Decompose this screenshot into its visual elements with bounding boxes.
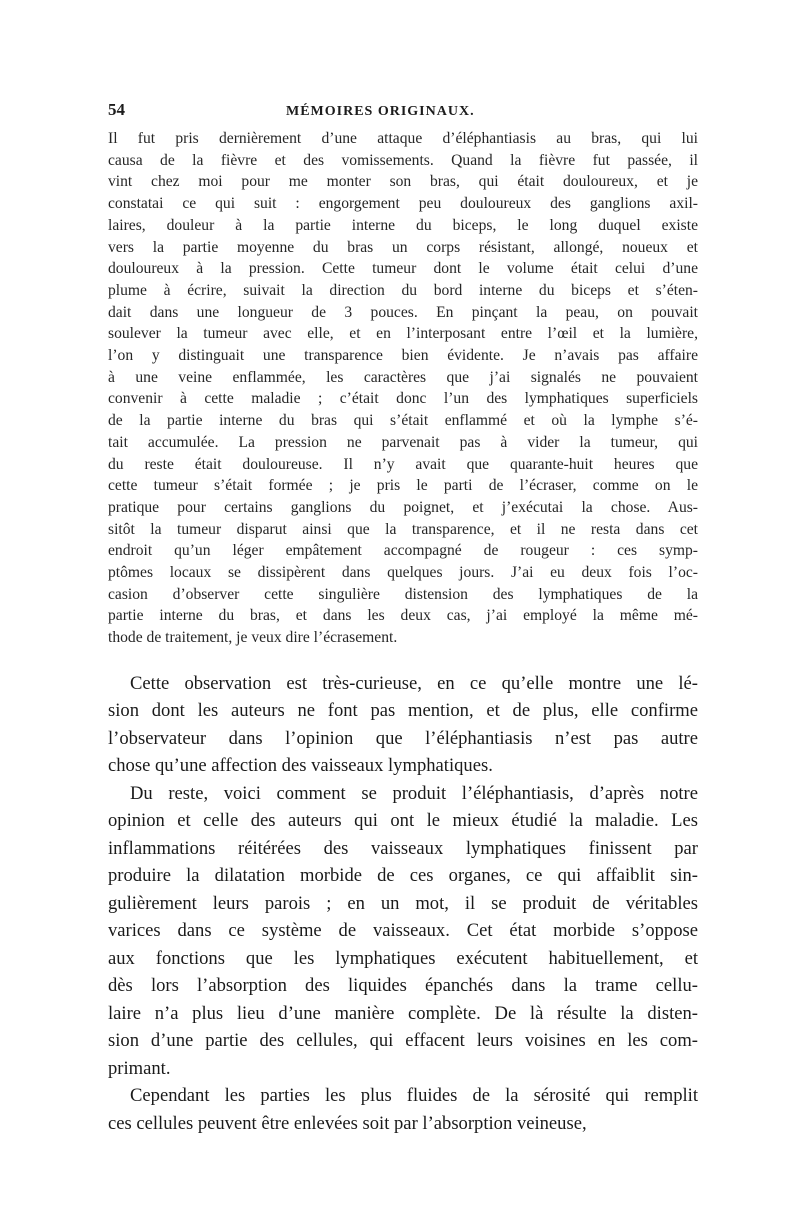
text-line: thode de traitement, je veux dire l’écrasement. xyxy=(108,629,398,647)
text-line: ptômes locaux se dissipèrent dans quelques jours. J’ai eu deux fois l’oc- xyxy=(108,564,698,582)
text-line: partie interne du bras, et dans les deux cas, j’ai employé la même mé- xyxy=(108,607,698,625)
running-head: MÉMOIRES ORIGINAUX. xyxy=(286,104,475,119)
text-line: Cependant les parties les plus fluides de la sérosité qui remplit xyxy=(130,1085,698,1107)
text-line: inflammations réitérées des vaisseaux lymphatiques finissent par xyxy=(108,837,698,859)
text-line: sitôt la tumeur disparut ainsi que la transparence, et il ne resta dans cet xyxy=(108,520,698,538)
text-line: plume à écrire, suivait la direction du bord interne du biceps et s’éten- xyxy=(108,281,698,299)
text-line: primant. xyxy=(108,1057,171,1079)
text-line: dait dans une longueur de 3 pouces. En pinçant la peau, on pouvait xyxy=(108,303,698,321)
text-line: laire n’a plus lieu d’une manière complète. De là résulte la disten- xyxy=(108,1002,698,1024)
text-line: convenir à cette maladie ; c’était donc l’un des lymphatiques superficiels xyxy=(108,390,698,408)
text-line: cette tumeur s’était formée ; je pris le parti de l’écraser, comme on le xyxy=(108,477,698,495)
text-line: ces cellules peuvent être enlevées soit par l’absorption veineuse, xyxy=(108,1112,587,1134)
text-line: de la partie interne du bras qui s’était enflammé et où la lymphe s’é- xyxy=(108,412,698,430)
text-line: constatai ce qui suit : engorgement peu douloureux des ganglions axil- xyxy=(108,195,698,213)
text-line: opinion et celle des auteurs qui ont le mieux étudié la maladie. Les xyxy=(108,810,698,832)
page-number: 54 xyxy=(108,100,125,119)
text-line: Il fut pris dernièrement d’une attaque d’éléphantiasis au bras, qui lui xyxy=(108,130,698,147)
text-line: soulever la tumeur avec elle, et en l’interposant entre l’œil et la lumière, xyxy=(108,325,698,343)
text-line: causa de la fièvre et des vomissements. Quand la fièvre fut passée, il xyxy=(108,151,698,169)
text-line: chose qu’une affection des vaisseaux lymphatiques. xyxy=(108,755,493,777)
text-line: à une veine enflammée, les caractères que j’ai signalés ne pouvaient xyxy=(108,368,698,386)
text-line: l’observateur dans l’opinion que l’éléphantiasis n’est pas autre xyxy=(108,727,698,749)
text-line: Du reste, voici comment se produit l’éléphantiasis, d’après notre xyxy=(130,782,698,804)
text-line: dès lors l’absorption des liquides épanchés dans la trame cellu- xyxy=(108,975,698,997)
page-header xyxy=(108,100,698,126)
commentary-paragraphs xyxy=(108,670,698,1138)
text-line: sion d’une partie des cellules, qui effacent leurs voisines en les com- xyxy=(108,1030,698,1052)
text-line: casion d’observer cette singulière distension des lymphatiques de la xyxy=(108,585,698,603)
text-line: vers la partie moyenne du bras un corps résistant, allongé, noueux et xyxy=(108,238,698,256)
text-line: douloureux à la pression. Cette tumeur dont le volume était celui d’une xyxy=(108,260,698,278)
text-line: endroit qu’un léger empâtement accompagné de rougeur : ces symp- xyxy=(108,542,698,560)
text-line: gulièrement leurs parois ; en un mot, il se produit de véritables xyxy=(108,892,698,914)
text-line: pratique pour certains ganglions du poignet, et j’exécutai la chose. Aus- xyxy=(108,498,698,516)
text-line: varices dans ce système de vaisseaux. Cet état morbide s’oppose xyxy=(108,920,698,942)
book-page xyxy=(108,100,698,1137)
text-line: l’on y distinguait une transparence bien évidente. Je n’avais pas affaire xyxy=(108,347,698,365)
text-line: tait accumulée. La pression ne parvenait pas à vider la tumeur, qui xyxy=(108,433,698,451)
text-line: laires, douleur à la partie interne du biceps, le long duquel existe xyxy=(108,216,698,234)
text-line: vint chez moi pour me monter son bras, qui était douloureux, et je xyxy=(108,173,698,191)
text-line: Cette observation est très-curieuse, en ce qu’elle montre une lé- xyxy=(130,672,698,694)
text-line: aux fonctions que les lymphatiques exécutent habituellement, et xyxy=(108,947,698,969)
text-line: produire la dilatation morbide de ces organes, ce qui affaiblit sin- xyxy=(108,865,698,887)
text-line: sion dont les auteurs ne font pas mention, et de plus, elle confirme xyxy=(108,700,698,722)
text-line: du reste était douloureuse. Il n’y avait que quarante-huit heures que xyxy=(108,455,698,473)
case-report-paragraph xyxy=(108,128,698,649)
